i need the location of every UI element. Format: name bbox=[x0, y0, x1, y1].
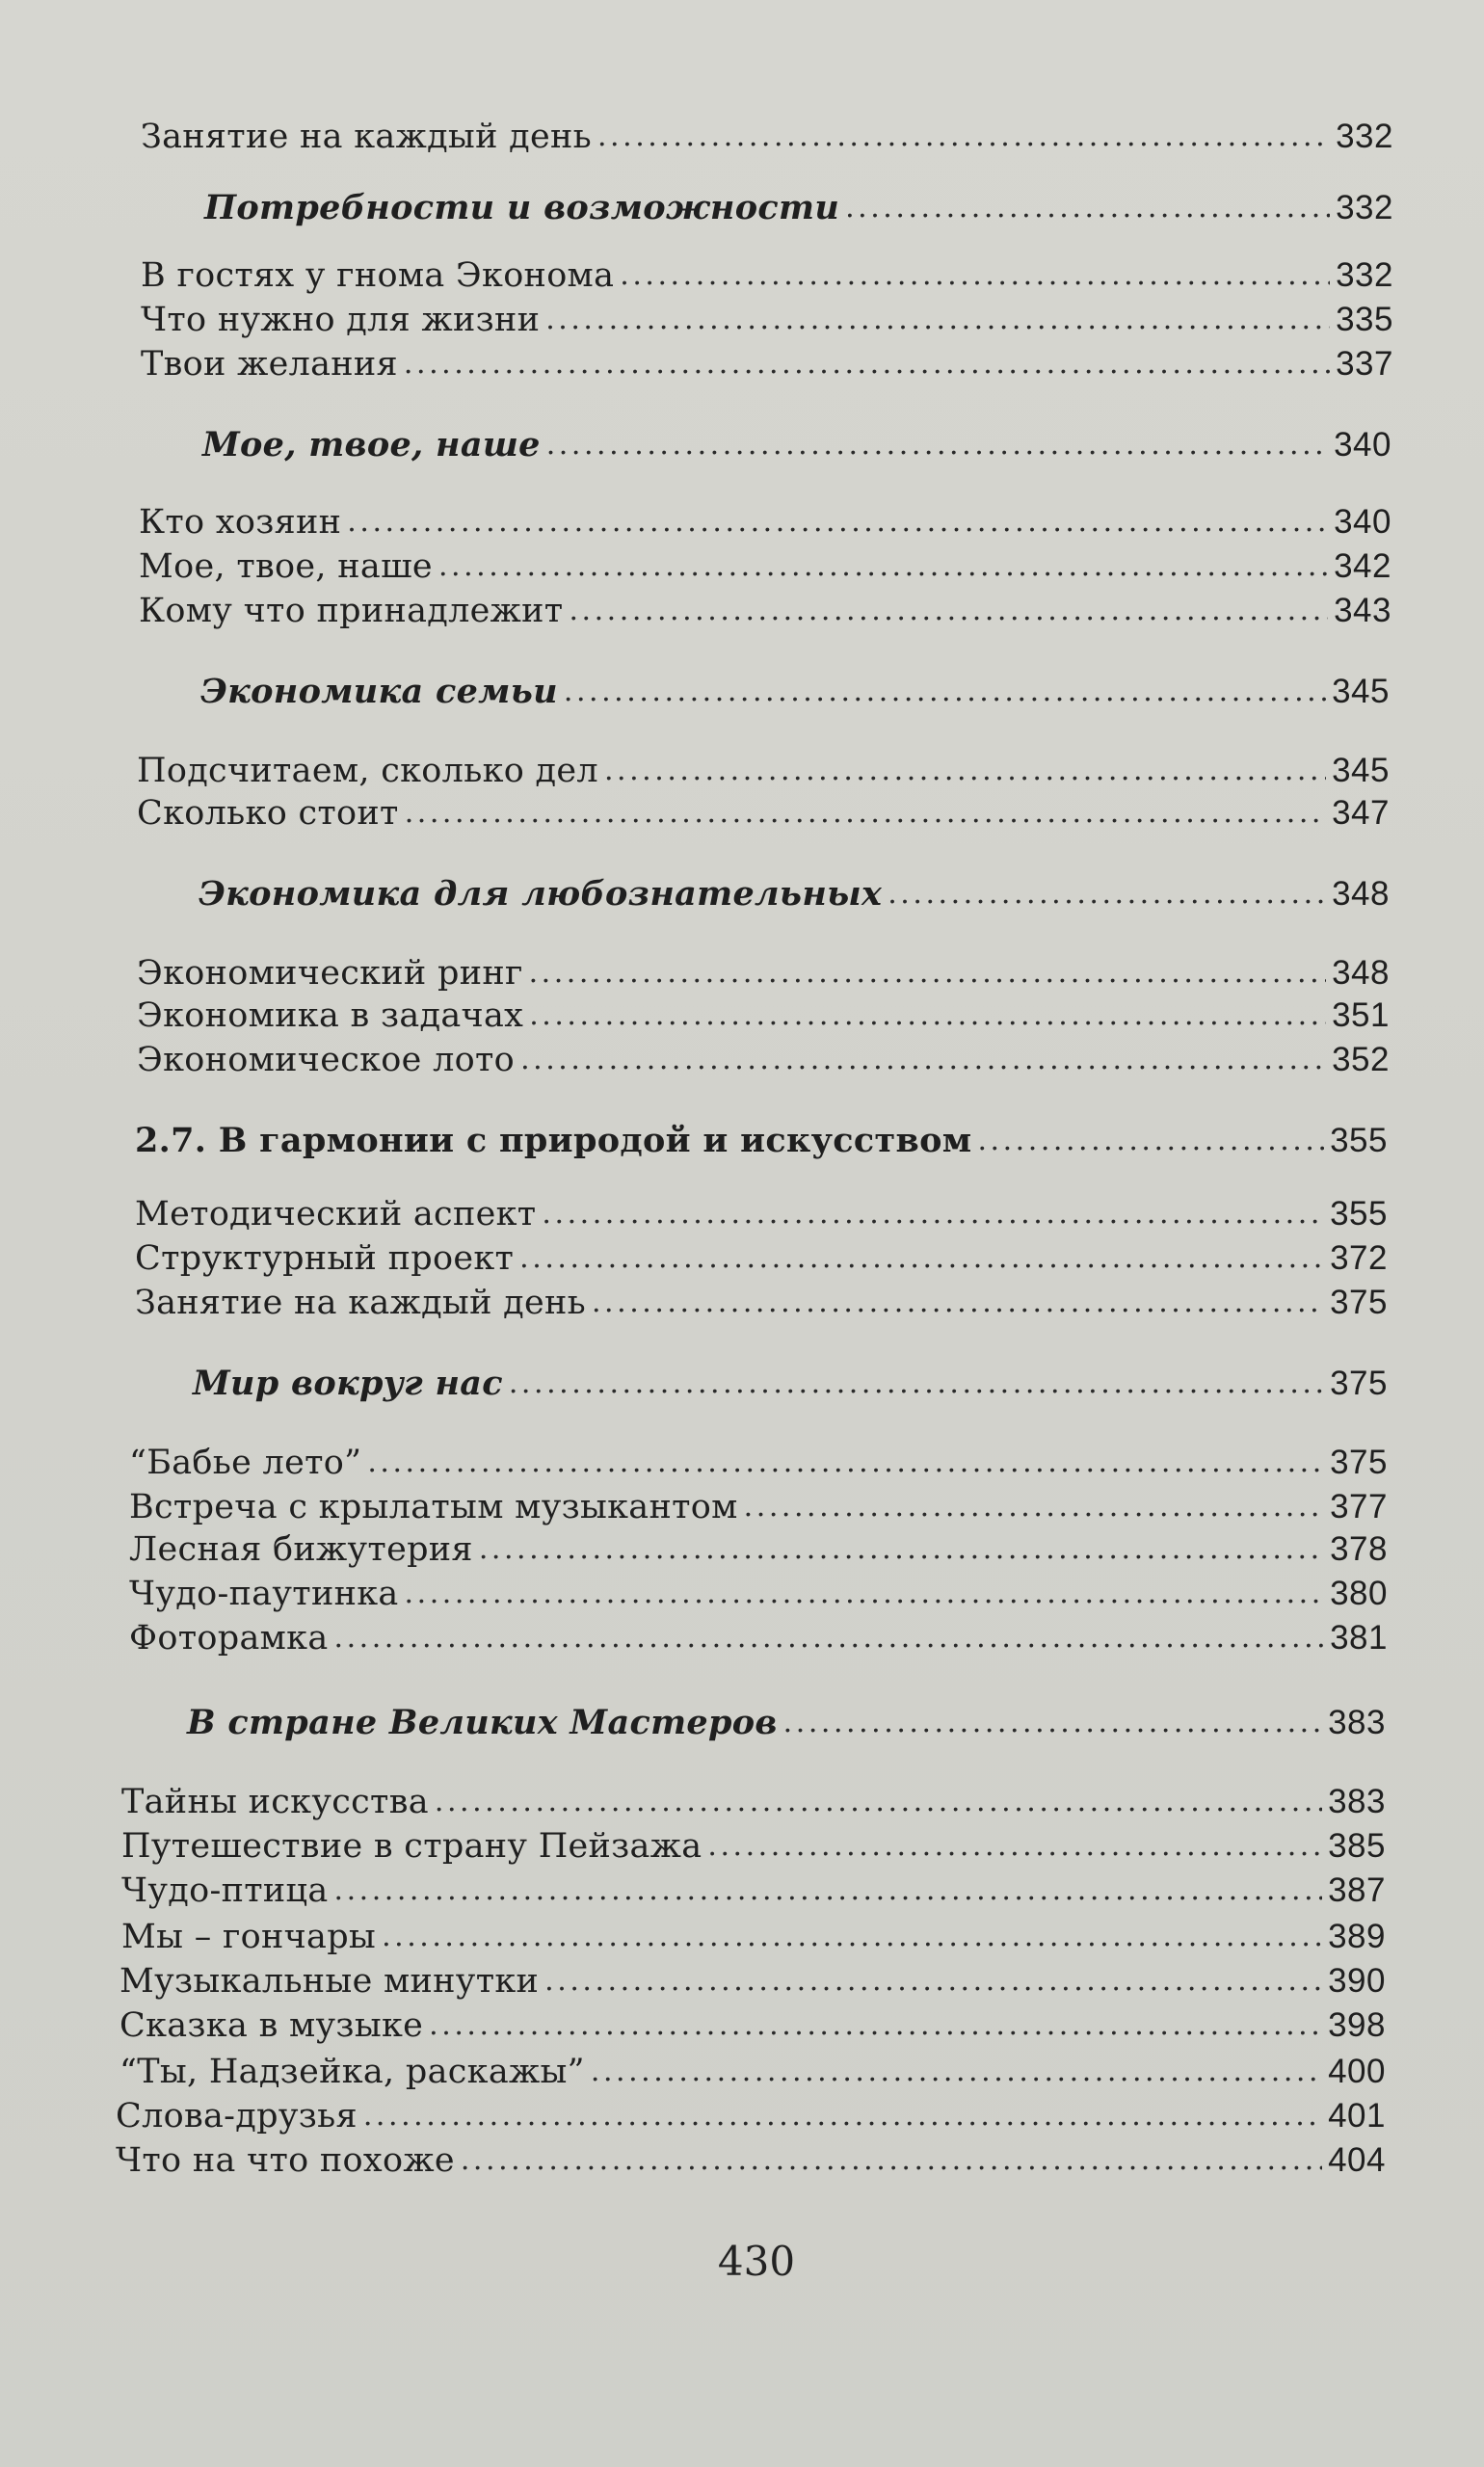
dot-leader bbox=[591, 2049, 1322, 2093]
dot-leader bbox=[382, 1914, 1322, 1958]
toc-entry-page: 387 bbox=[1328, 1871, 1386, 1909]
toc-entry bbox=[139, 590, 1391, 632]
dot-leader bbox=[529, 993, 1326, 1037]
toc-entry-title: Кто хозяин bbox=[139, 503, 342, 542]
toc-entry-page: 335 bbox=[1336, 301, 1393, 338]
toc-entry-title: В гостях у гнома Эконома bbox=[141, 256, 615, 295]
toc-entry bbox=[137, 792, 1390, 835]
toc-entry-title: Путешествие в страну Пейзажа bbox=[121, 1827, 702, 1866]
dot-leader bbox=[783, 1700, 1322, 1744]
toc-subsection bbox=[204, 187, 1393, 229]
toc-entry-page: 340 bbox=[1334, 503, 1391, 541]
toc-entry bbox=[119, 2004, 1386, 2047]
toc-entry bbox=[129, 1528, 1388, 1571]
toc-entry-title: В стране Великих Мастеров bbox=[187, 1703, 778, 1742]
toc-entry-page: 345 bbox=[1332, 673, 1390, 710]
toc-entry-title: Сколько стоит bbox=[137, 794, 399, 833]
toc-entry bbox=[137, 952, 1390, 995]
dot-leader bbox=[604, 748, 1326, 792]
toc-entry-page: 337 bbox=[1336, 345, 1393, 383]
toc-entry-title: Музыкальные минутки bbox=[119, 1962, 540, 2001]
toc-subsection bbox=[202, 424, 1391, 466]
toc-entry-page: 375 bbox=[1330, 1284, 1388, 1321]
toc-entry-title: Экономический ринг bbox=[137, 954, 523, 993]
toc-entry-title: Занятие на каждый день bbox=[135, 1284, 586, 1322]
dot-leader bbox=[519, 1235, 1324, 1280]
toc-subsection bbox=[187, 1702, 1386, 1744]
toc-entry-title: “Ты, Надзейка, раскажы” bbox=[119, 2053, 585, 2091]
dot-leader bbox=[347, 499, 1328, 544]
toc-entry-page: 347 bbox=[1332, 794, 1390, 832]
dot-leader bbox=[334, 1615, 1325, 1659]
toc-entry-title: Подсчитаем, сколько дел bbox=[137, 752, 598, 790]
toc-entry-page: 345 bbox=[1332, 752, 1390, 789]
dot-leader bbox=[845, 185, 1330, 229]
dot-leader bbox=[405, 790, 1326, 835]
toc-entry-title: Кому что принадлежит bbox=[139, 592, 564, 630]
toc-entry-title: Встреча с крылатым музыкантом bbox=[129, 1488, 738, 1526]
toc-entry-page: 355 bbox=[1330, 1195, 1388, 1233]
toc-entry-title: Мир вокруг нас bbox=[193, 1364, 503, 1403]
toc-subsection bbox=[200, 671, 1390, 713]
toc-entry-title: Мы – гончары bbox=[121, 1918, 377, 1956]
dot-leader bbox=[564, 669, 1326, 713]
toc-entry-title: “Бабье лето” bbox=[129, 1444, 362, 1482]
toc-entry-title: Чудо-птица bbox=[121, 1871, 329, 1910]
toc-entry-page: 378 bbox=[1330, 1530, 1388, 1568]
toc-entry bbox=[135, 1237, 1388, 1280]
toc-entry-page: 342 bbox=[1334, 547, 1391, 585]
toc-entry-title: Сказка в музыке bbox=[119, 2006, 424, 2045]
toc-entry-page: 390 bbox=[1328, 1962, 1386, 2000]
toc-entry-title: Фоторамка bbox=[129, 1619, 329, 1658]
toc-entry-page: 340 bbox=[1334, 426, 1391, 464]
toc-entry bbox=[141, 116, 1393, 158]
dot-leader bbox=[404, 341, 1330, 385]
toc-entry bbox=[139, 545, 1391, 588]
dot-leader bbox=[479, 1526, 1324, 1571]
toc-entry-page: 375 bbox=[1330, 1365, 1388, 1402]
toc-entry-page: 381 bbox=[1330, 1619, 1388, 1657]
dot-leader bbox=[461, 2137, 1322, 2182]
toc-entry-page: 348 bbox=[1332, 954, 1390, 992]
toc-entry bbox=[139, 501, 1391, 544]
toc-entry-page: 375 bbox=[1330, 1444, 1388, 1481]
toc-entry bbox=[135, 1282, 1388, 1324]
toc-entry-title: 2.7. В гармонии с природой и искусством bbox=[135, 1121, 972, 1160]
toc-entry bbox=[141, 299, 1393, 341]
toc-entry-page: 351 bbox=[1332, 996, 1390, 1034]
toc-entry-page: 380 bbox=[1330, 1575, 1388, 1612]
toc-entry-title: Лесная бижутерия bbox=[129, 1530, 473, 1569]
toc-entry-page: 401 bbox=[1328, 2097, 1386, 2135]
dot-leader bbox=[438, 544, 1328, 588]
toc-entry bbox=[137, 995, 1390, 1037]
toc-entry-page: 332 bbox=[1336, 189, 1393, 226]
toc-entry-page: 355 bbox=[1330, 1122, 1388, 1159]
toc-entry bbox=[121, 1825, 1386, 1868]
dot-leader bbox=[592, 1280, 1324, 1324]
dot-leader bbox=[545, 297, 1330, 341]
toc-entry-title: Слова-друзья bbox=[116, 2097, 358, 2135]
toc-entry-page: 332 bbox=[1336, 118, 1393, 155]
dot-leader bbox=[744, 1484, 1324, 1528]
toc-entry bbox=[129, 1617, 1388, 1659]
toc-entry-title: Потребности и возможности bbox=[204, 188, 840, 227]
toc-entry-page: 352 bbox=[1332, 1041, 1390, 1078]
toc-entry-title: Экономика семьи bbox=[200, 672, 558, 711]
toc-entry bbox=[129, 1573, 1388, 1615]
dot-leader bbox=[529, 950, 1327, 995]
dot-leader bbox=[544, 1958, 1322, 2003]
toc-entry bbox=[121, 1916, 1386, 1958]
dot-leader bbox=[977, 1118, 1324, 1162]
toc-entry-title: Мое, твое, наше bbox=[139, 547, 433, 586]
toc-entry-page: 332 bbox=[1336, 256, 1393, 294]
dot-leader bbox=[546, 422, 1328, 466]
toc-entry-title: Мое, твое, наше bbox=[202, 425, 541, 464]
toc-entry-page: 400 bbox=[1328, 2053, 1386, 2090]
toc-entry-title: Структурный проект bbox=[135, 1239, 515, 1278]
dot-leader bbox=[367, 1440, 1324, 1484]
toc-entry-title: Что на что похоже bbox=[116, 2141, 455, 2180]
toc-entry bbox=[121, 1781, 1386, 1823]
toc-entry-title: Экономика для любознательных bbox=[199, 874, 883, 914]
toc-entry-page: 398 bbox=[1328, 2006, 1386, 2044]
dot-leader bbox=[363, 2093, 1322, 2137]
toc-entry bbox=[137, 750, 1390, 792]
dot-leader bbox=[334, 1868, 1323, 1912]
toc-entry-page: 348 bbox=[1332, 875, 1390, 913]
toc-entry-title: Что нужно для жизни bbox=[141, 301, 541, 339]
toc-entry-page: 372 bbox=[1330, 1239, 1388, 1277]
toc-entry-title: Экономика в задачах bbox=[137, 996, 524, 1035]
toc-section-heading bbox=[135, 1120, 1388, 1162]
dot-leader bbox=[509, 1361, 1324, 1405]
toc-entry-title: Экономическое лото bbox=[137, 1041, 516, 1079]
toc-entry bbox=[137, 1039, 1390, 1081]
toc-entry bbox=[116, 2139, 1386, 2182]
toc-entry bbox=[119, 1960, 1386, 2003]
toc-entry bbox=[129, 1442, 1388, 1484]
toc-entry bbox=[129, 1486, 1388, 1528]
toc-entry-title: Тайны искусства bbox=[121, 1783, 429, 1821]
toc-entry-page: 389 bbox=[1328, 1918, 1386, 1955]
toc-entry-page: 404 bbox=[1328, 2141, 1386, 2179]
toc-entry-title: Твои желания bbox=[141, 345, 398, 384]
toc-entry-page: 383 bbox=[1328, 1704, 1386, 1741]
toc-subsection bbox=[193, 1363, 1388, 1405]
toc-entry-page: 383 bbox=[1328, 1783, 1386, 1820]
dot-leader bbox=[620, 252, 1330, 297]
toc-entry bbox=[119, 2051, 1386, 2093]
toc-entry-title: Методический аспект bbox=[135, 1195, 537, 1234]
toc-entry-title: Чудо-паутинка bbox=[129, 1575, 399, 1613]
toc-entry bbox=[121, 1870, 1386, 1912]
dot-leader bbox=[429, 2003, 1322, 2047]
toc-entry-page: 385 bbox=[1328, 1827, 1386, 1865]
dot-leader bbox=[707, 1823, 1322, 1868]
toc-entry bbox=[116, 2095, 1386, 2137]
dot-leader bbox=[405, 1571, 1325, 1615]
dot-leader bbox=[520, 1037, 1326, 1081]
toc-entry bbox=[141, 254, 1393, 297]
toc-subsection bbox=[199, 873, 1390, 915]
dot-leader bbox=[435, 1779, 1322, 1823]
dot-leader bbox=[888, 871, 1326, 915]
page-number: 430 bbox=[717, 2238, 796, 2285]
toc-entry bbox=[135, 1193, 1388, 1235]
dot-leader bbox=[542, 1191, 1324, 1235]
dot-leader bbox=[597, 114, 1330, 158]
toc-entry bbox=[141, 343, 1393, 385]
toc-entry-page: 377 bbox=[1330, 1488, 1388, 1525]
toc-entry-title: Занятие на каждый день bbox=[141, 118, 592, 156]
dot-leader bbox=[569, 588, 1328, 632]
toc-entry-page: 343 bbox=[1334, 592, 1391, 629]
